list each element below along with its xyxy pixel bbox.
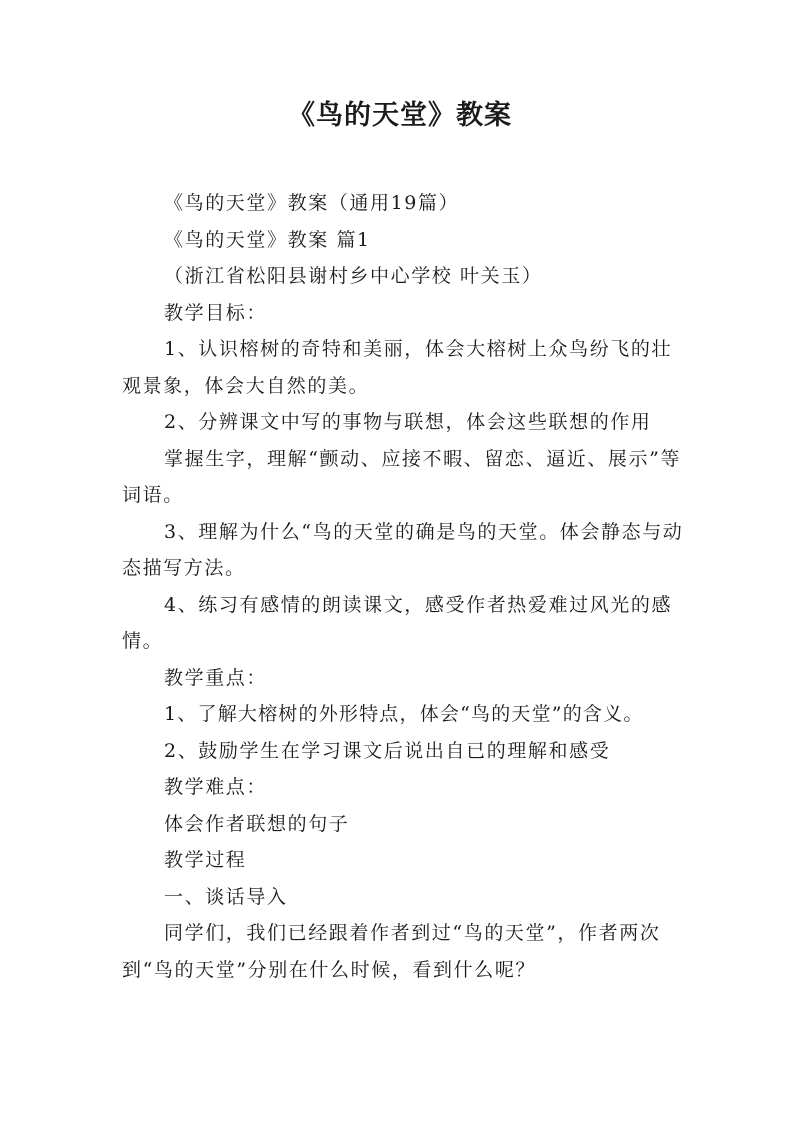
paragraph-subtitle: 《鸟的天堂》教案（通用19篇） xyxy=(164,192,460,214)
paragraph-objectives-heading: 教学目标： xyxy=(164,301,268,324)
paragraph-objective-2: 2、分辨课文中写的事物与联想，体会这些联想的作用 xyxy=(164,411,652,433)
paragraph-key-point-2: 2、鼓励学生在学习课文后说出自已的理解和感受 xyxy=(164,739,611,762)
paragraph-difficulty-1: 体会作者联想的句子 xyxy=(164,812,350,835)
paragraph-process-heading: 教学过程 xyxy=(164,849,247,871)
paragraph-objective-3: 3、理解为什么“鸟的天堂的确是鸟的天堂。体会静态与动态描写方法。 xyxy=(122,520,684,579)
paragraph-step-1-heading: 一、谈话导入 xyxy=(164,885,288,908)
paragraph-objective-4: 4、练习有感情的朗读课文，感受作者热爱难过风光的感情。 xyxy=(122,593,673,652)
document-body xyxy=(122,185,692,988)
paragraph-author: （浙江省松阳县谢村乡中心学校 叶关玉） xyxy=(164,265,543,287)
paragraph-key-point-1: 1、了解大榕树的外形特点，体会“鸟的天堂”的含义。 xyxy=(164,703,644,725)
paragraph-objective-2-detail: 掌握生字，理解“颤动、应接不暇、留恋、逼近、展示”等词语。 xyxy=(122,447,682,506)
document-title: 《鸟的天堂》教案 xyxy=(288,100,512,131)
paragraph-difficulties-heading: 教学难点： xyxy=(164,776,268,798)
paragraph-section-heading: 《鸟的天堂》教案 篇1 xyxy=(164,228,371,251)
paragraph-key-points-heading: 教学重点： xyxy=(164,666,268,689)
paragraph-step-1-text: 同学们，我们已经跟着作者到过“鸟的天堂”，作者两次到“鸟的天堂”分别在什么时候，看到什么呢？ xyxy=(122,922,661,981)
paragraph-objective-1: 1、认识榕树的奇特和美丽，体会大榕树上众鸟纷飞的壮观景象，体会大自然的美。 xyxy=(122,338,673,397)
